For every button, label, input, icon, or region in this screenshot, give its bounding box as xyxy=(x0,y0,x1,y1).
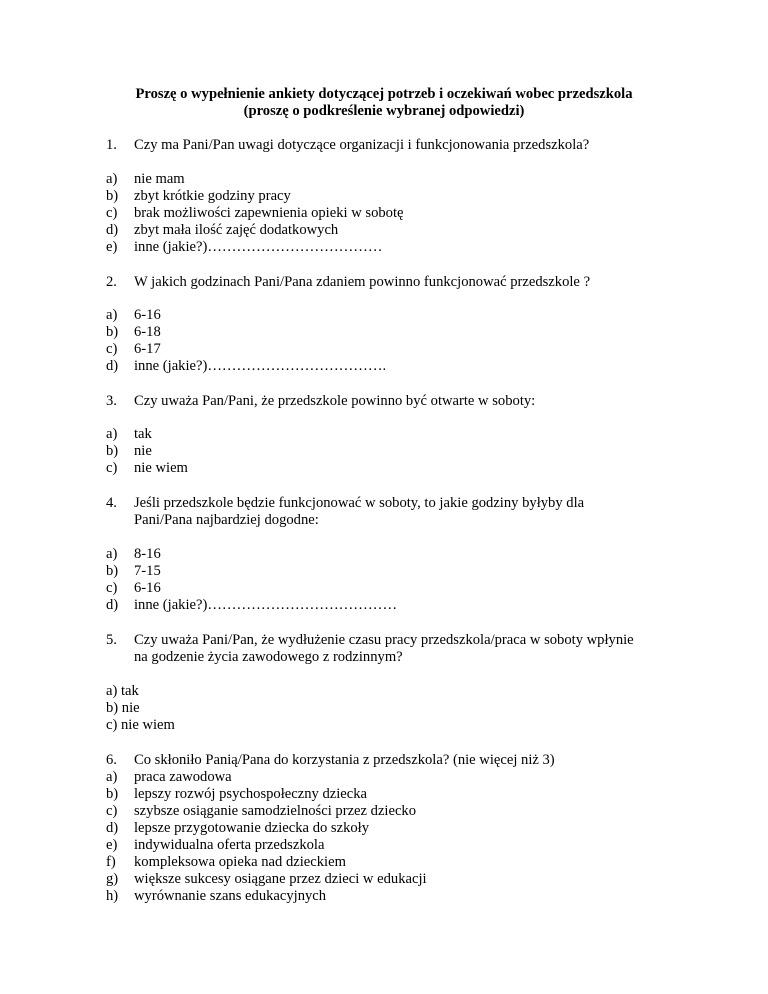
option-letter: c) xyxy=(106,205,118,221)
option-text: nie wiem xyxy=(134,460,188,476)
option-letter: a) xyxy=(106,171,118,187)
option-text: tak xyxy=(134,426,152,442)
option-text: 8-16 xyxy=(134,546,161,562)
q5-option-b[interactable]: b) nie xyxy=(106,700,140,716)
option-letter: g) xyxy=(106,871,119,887)
option-text: indywidualna oferta przedszkola xyxy=(134,837,325,853)
question-number: 1. xyxy=(106,137,117,153)
option-text: nie xyxy=(134,443,152,459)
option-text: większe sukcesy osiągane przez dzieci w edukacji xyxy=(134,871,427,887)
option-text: 7-15 xyxy=(134,563,161,579)
survey-title-line1: Proszę o wypełnienie ankiety dotyczącej potrzeb i oczekiwań wobec przedszkola xyxy=(135,86,633,102)
option-letter: f) xyxy=(106,854,116,870)
option-letter: c) xyxy=(106,580,118,596)
question-text-line2: na godzenie życia zawodowego z rodzinnym? xyxy=(134,649,403,665)
option-letter: b) xyxy=(106,563,119,579)
option-letter: b) xyxy=(106,786,119,802)
option-letter: c) xyxy=(106,341,118,357)
option-text: 6-16 xyxy=(134,307,161,323)
option-letter: e) xyxy=(106,239,118,255)
question-text: Co skłoniło Panią/Pana do korzystania z przedszkola? (nie więcej niż 3) xyxy=(134,752,555,768)
question-text-line1: Jeśli przedszkole będzie funkcjonować w soboty, to jakie godziny byłyby dla xyxy=(134,495,585,511)
option-letter: c) xyxy=(106,460,118,476)
option-text: inne (jakie?)………………………………… xyxy=(134,597,398,613)
option-letter: b) xyxy=(106,188,119,204)
option-text: 6-18 xyxy=(134,324,161,340)
question-number: 4. xyxy=(106,495,117,511)
option-text: lepszy rozwój psychospołeczny dziecka xyxy=(134,786,368,802)
option-letter: d) xyxy=(106,222,119,238)
option-text: brak możliwości zapewnienia opieki w sobotę xyxy=(134,205,404,221)
option-letter: b) xyxy=(106,324,119,340)
question-number: 3. xyxy=(106,393,117,409)
option-text: 6-17 xyxy=(134,341,161,357)
question-text: W jakich godzinach Pani/Pana zdaniem powinno funkcjonować przedszkole ? xyxy=(134,274,591,290)
option-text: praca zawodowa xyxy=(134,769,232,785)
survey-title-line2: (proszę o podkreślenie wybranej odpowiedzi) xyxy=(243,103,525,119)
question-text-line2: Pani/Pana najbardziej dogodne: xyxy=(134,512,319,528)
question-text: Czy ma Pani/Pan uwagi dotyczące organizacji i funkcjonowania przedszkola? xyxy=(134,137,590,153)
option-text: wyrównanie szans edukacyjnych xyxy=(134,888,327,904)
option-text: zbyt mała ilość zajęć dodatkowych xyxy=(134,222,339,238)
question-text-line1: Czy uważa Pani/Pan, że wydłużenie czasu pracy przedszkola/praca w soboty wpłynie xyxy=(134,632,634,648)
option-letter: d) xyxy=(106,597,119,613)
option-letter: e) xyxy=(106,837,118,853)
option-text: kompleksowa opieka nad dzieckiem xyxy=(134,854,346,870)
option-letter: d) xyxy=(106,358,119,374)
option-letter: h) xyxy=(106,888,119,904)
option-text: 6-16 xyxy=(134,580,161,596)
option-letter: a) xyxy=(106,546,118,562)
option-letter: a) xyxy=(106,769,118,785)
question-number: 5. xyxy=(106,632,117,648)
option-text: zbyt krótkie godziny pracy xyxy=(134,188,291,204)
option-letter: b) xyxy=(106,443,119,459)
option-letter: d) xyxy=(106,820,119,836)
q5-option-a[interactable]: a) tak xyxy=(106,683,139,699)
option-text: inne (jakie?)………………………………. xyxy=(134,358,387,374)
option-letter: c) xyxy=(106,803,118,819)
question-text: Czy uważa Pan/Pani, że przedszkole powinno być otwarte w soboty: xyxy=(134,393,536,409)
option-text: szybsze osiąganie samodzielności przez dziecko xyxy=(134,803,417,819)
option-text: inne (jakie?)……………………………… xyxy=(134,239,383,255)
option-text: nie mam xyxy=(134,171,185,187)
question-number: 6. xyxy=(106,752,117,768)
option-text: lepsze przygotowanie dziecka do szkoły xyxy=(134,820,370,836)
q5-option-c[interactable]: c) nie wiem xyxy=(106,717,175,733)
option-letter: a) xyxy=(106,307,118,323)
question-number: 2. xyxy=(106,274,117,290)
option-letter: a) xyxy=(106,426,118,442)
